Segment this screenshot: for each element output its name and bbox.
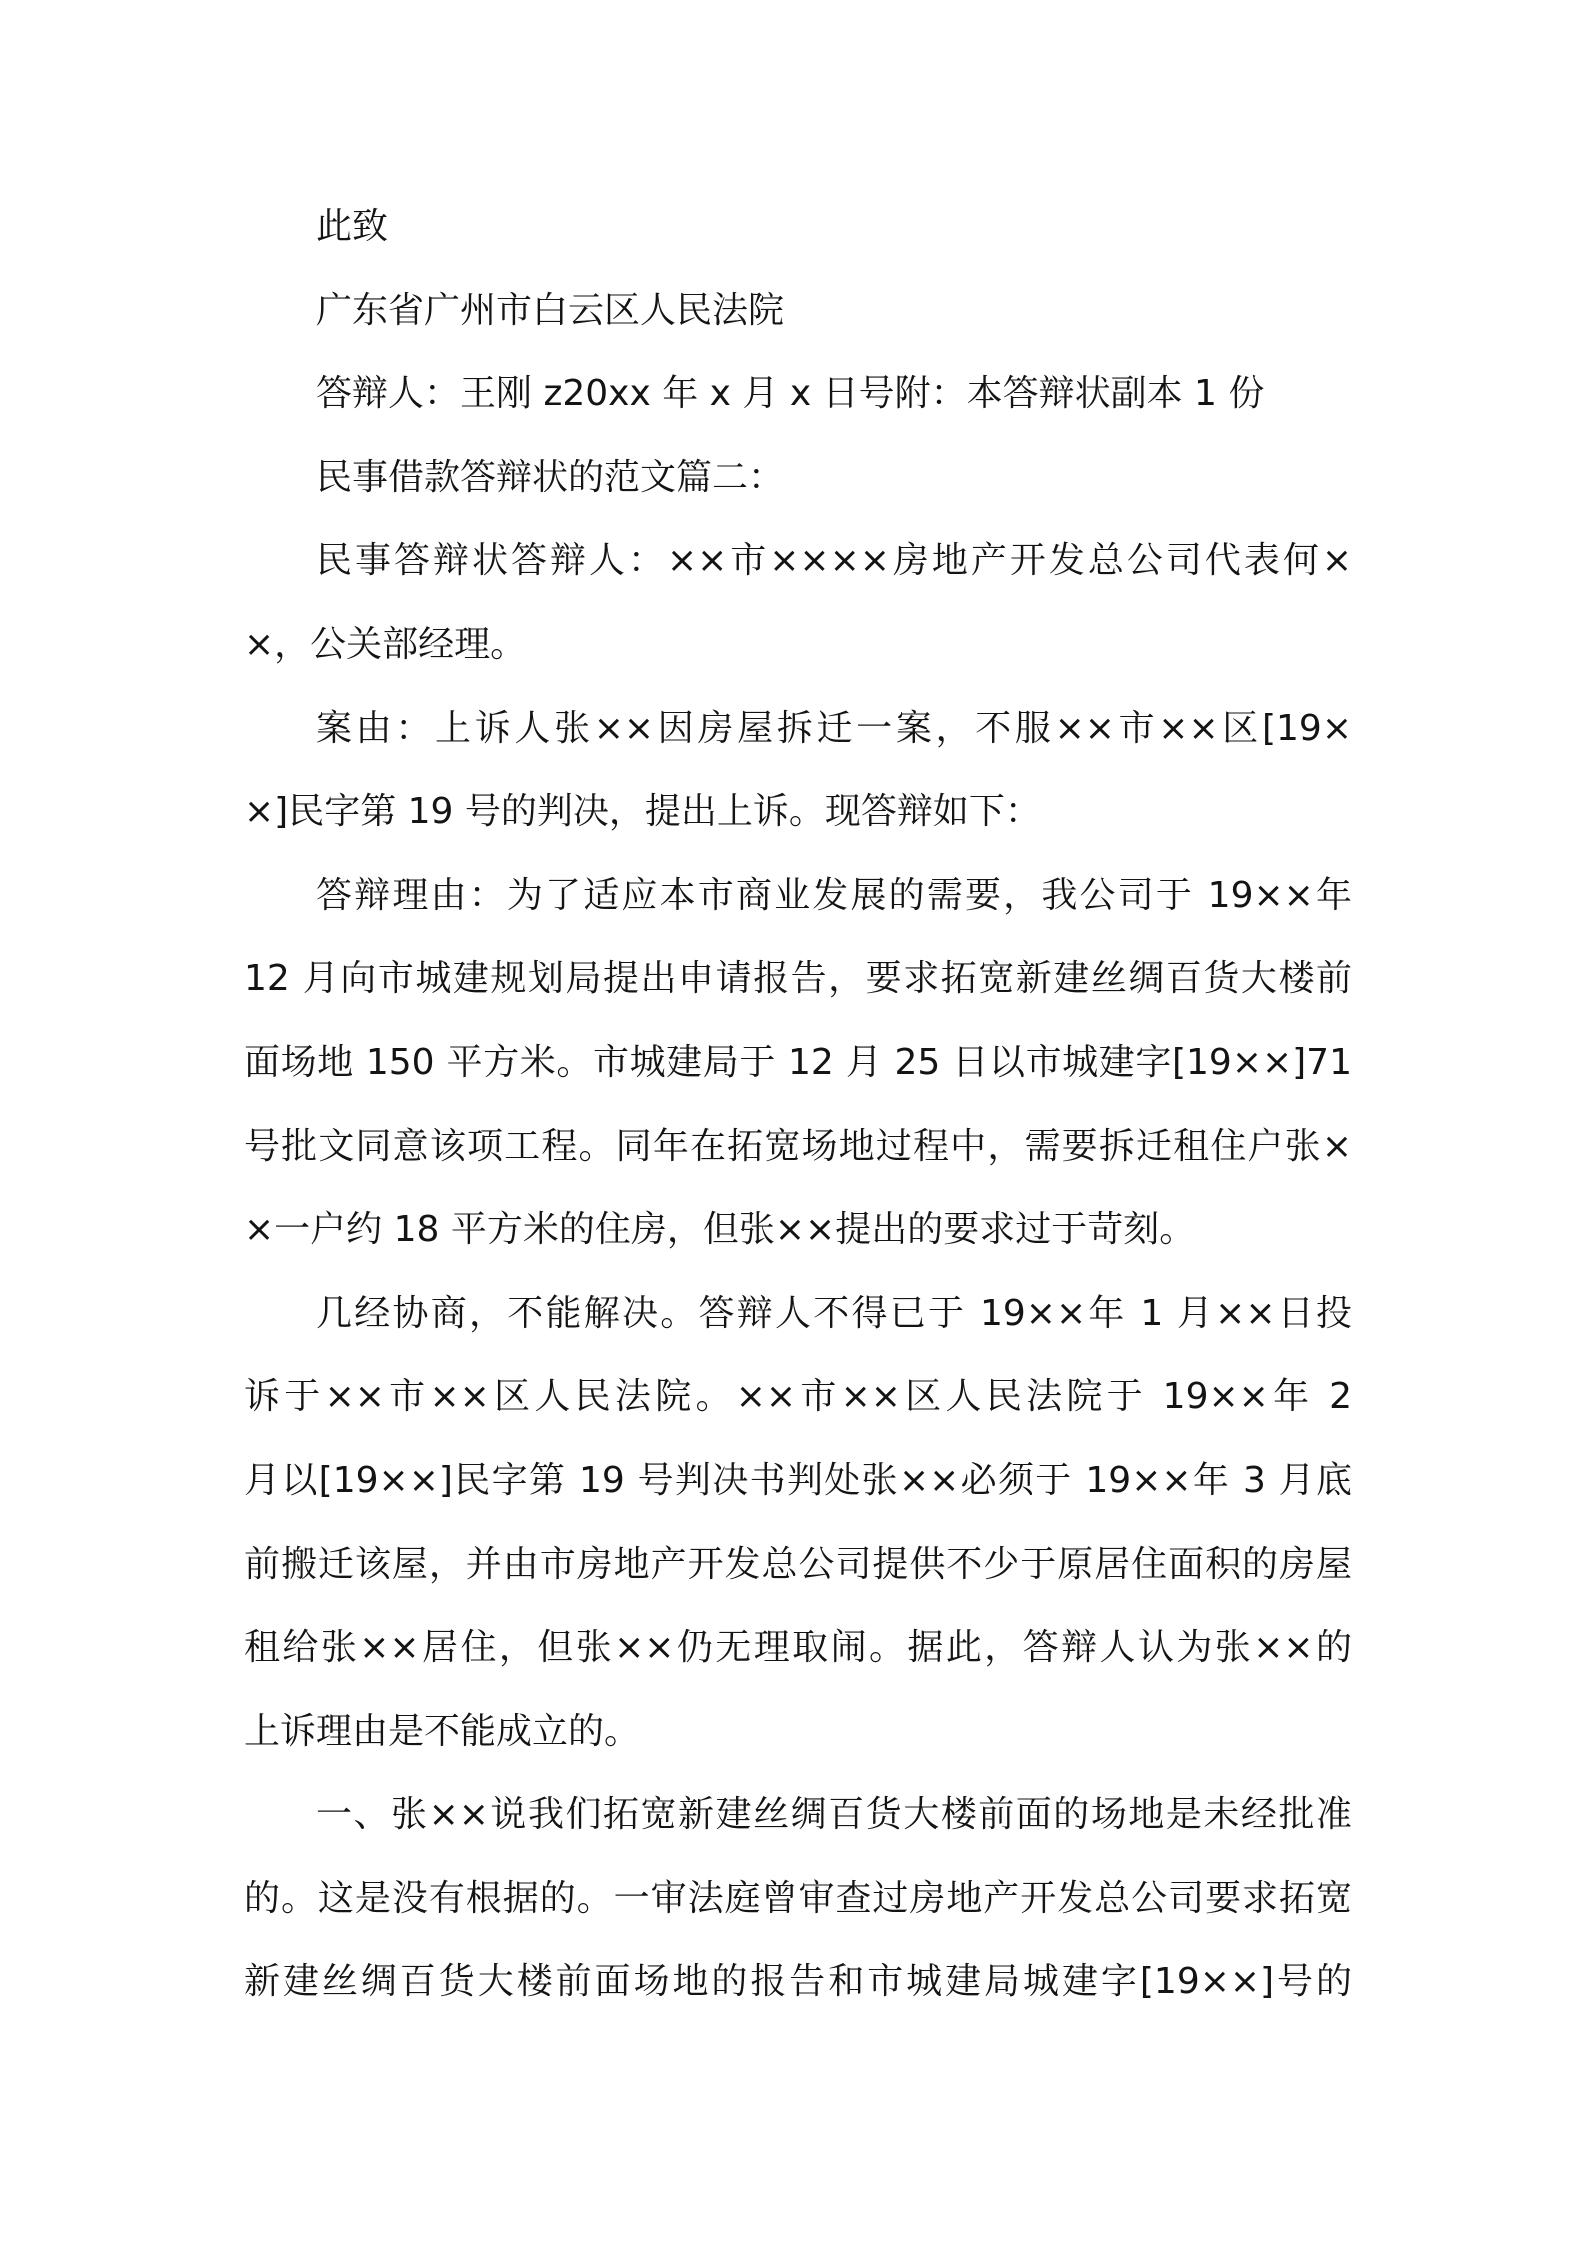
paragraph-court	[244, 269, 1352, 353]
text-line: 广东省广州市白云区人民法院	[316, 289, 785, 331]
text-line: 的。这是没有根据的。一审法庭曾审查过房地产开发总公司要求拓宽	[244, 1877, 1352, 1919]
text-line: 几经协商，不能解决。答辩人不得已于 19××年 1 月××日投	[316, 1292, 1352, 1334]
text-line: 12 月向市城建规划局提出申请报告，要求拓宽新建丝绸百货大楼前	[244, 958, 1352, 1000]
text-line: ×，公关部经理。	[244, 623, 527, 665]
text-line: 租给张××居住，但张××仍无理取闹。据此，答辩人认为张××的	[244, 1627, 1352, 1669]
text-line: 答辩人：王刚 z20xx 年 x 月 x 日号附：本答辩状副本 1 份	[316, 373, 1265, 415]
text-line: 月以[19××]民字第 19 号判决书判处张××必须于 19××年 3 月底	[244, 1459, 1352, 1501]
paragraph	[244, 1272, 1352, 1774]
text-line: 民事借款答辩状的范文篇二：	[316, 456, 785, 498]
document-body	[244, 185, 1352, 2024]
text-line: 前搬迁该屋，并由市房地产开发总公司提供不少于原居住面积的房屋	[244, 1543, 1352, 1585]
text-line: ×一户约 18 平方米的住房，但张××提出的要求过于苛刻。	[244, 1209, 1196, 1251]
paragraph	[244, 854, 1352, 1272]
text-line: 民事答辩状答辩人：××市××××房地产开发总公司代表何×	[316, 540, 1352, 582]
paragraph	[244, 687, 1352, 854]
text-line: 案由：上诉人张××因房屋拆迁一案，不服××市××区[19×	[316, 707, 1352, 749]
text-line: 诉于××市××区人民法院。××市××区人民法院于 19××年 2	[244, 1376, 1352, 1418]
text-line: 答辩理由：为了适应本市商业发展的需要，我公司于 19××年	[316, 874, 1352, 916]
text-line: 上诉理由是不能成立的。	[244, 1710, 641, 1752]
paragraph	[244, 1773, 1352, 2024]
text-line: 号批文同意该项工程。同年在拓宽场地过程中，需要拆迁租住户张×	[244, 1125, 1352, 1167]
text-line: 新建丝绸百货大楼前面场地的报告和市城建局城建字[19××]号的	[244, 1961, 1352, 2003]
text-line: ×]民字第 19 号的判决，提出上诉。现答辩如下：	[244, 791, 1041, 833]
text-line: 面场地 150 平方米。市城建局于 12 月 25 日以市城建字[19××]71	[244, 1041, 1352, 1083]
paragraph-closing	[244, 185, 1352, 269]
text-line: 此致	[316, 206, 389, 247]
section-heading	[244, 436, 1352, 520]
text-line: 一、张××说我们拓宽新建丝绸百货大楼前面的场地是未经批准	[316, 1794, 1352, 1836]
paragraph-signature	[244, 352, 1352, 436]
paragraph	[244, 519, 1352, 686]
